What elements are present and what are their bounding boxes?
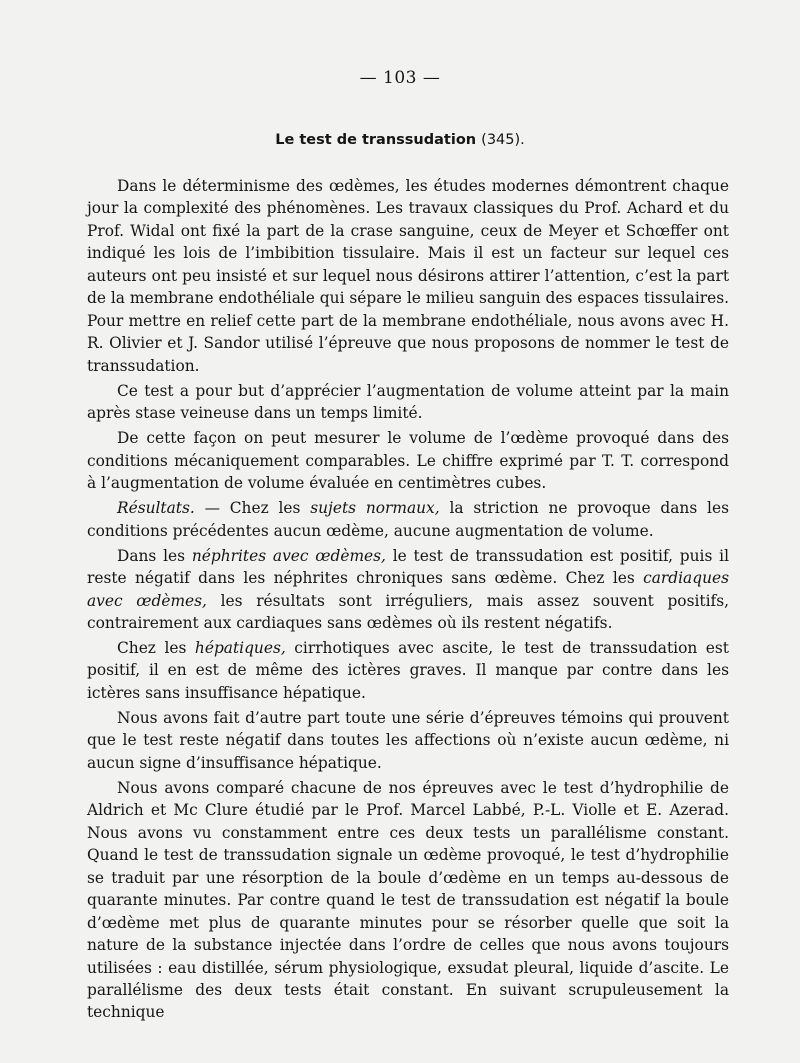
paragraph-7: Nous avons fait d’autre part toute une série d’épreuves témoins qui prouvent que le test reste négatif dans toutes les affections où n’existe aucun œdème, ni aucun signe d’insuffisance hépatique. [87,708,729,772]
paragraph-4 [87,497,729,542]
paragraph-4-text-b: la striction ne provoque dans les conditions précédentes aucun œdème, aucune augmentation de volume. [87,499,729,540]
normal-subjects-term: sujets normaux, [310,499,440,518]
paragraph-2: Ce test a pour but d’apprécier l’augmentation de volume atteint par la main après stase veineuse dans un temps limité. [87,381,729,423]
paragraph-6-text-b: cirrhotiques avec ascite, le test de transsudation est positif, il en est de même des ictères graves. Il manque par contre dans les ictères sans insuffisance hépatique. [87,639,729,702]
hepatic-term: hépatiques, [194,639,286,658]
paragraph-3: De cette façon on peut mesurer le volume de l’œdème provoqué dans des conditions mécaniquement comparables. Le chiffre exprimé par T. T. correspond à l’augmentation de volume évaluée en centimètres cubes. [87,429,729,493]
paragraph-5-text-a: Dans les [117,546,192,565]
section-title-reference: (345). [481,132,525,148]
paragraph-1: Dans le déterminisme des œdèmes, les études modernes démontrent chaque jour la complexité des phénomènes. Les travaux classiques du Prof. Achard et du Prof. Widal ont fixé la part de la crase sanguine, ceux de Meyer et Schœffer ont indiqué les lois de l’imbibition tissulaire. Mais il est un facteur sur lequel ces auteurs ont peu insisté et sur lequel nous désirons attirer l’attention, c’est la part de la membrane endothéliale qui sépare le milieu sanguin des espaces tissulaires. Pour mettre en relief cette part de la membrane endothéliale, nous avons avec H. R. Olivier et J. Sandor utilisé l’épreuve que nous proposons de nommer le test de transsudation. [87,177,729,375]
body-text [87,175,729,1024]
section-title-text: Le test de transsudation [275,132,477,148]
paragraph-4-text-a: — Chez les [194,499,311,518]
cardiac-term: cardiaques avec œdèmes, [87,569,729,610]
paragraph-6 [87,637,729,704]
paragraph-6-text-a: Chez les [117,639,195,658]
results-heading: Résultats. [117,499,195,518]
paragraph-5-text-b: le test de transsudation est positif, puis il reste négatif dans les néphrites chroniques sans œdème. Chez les [87,546,729,588]
paragraph-8: Nous avons comparé chacune de nos épreuves avec le test d’hydrophilie de Aldrich et Mc Clure étudié par le Prof. Marcel Labbé, P.-L. Violle et E. Azerad. Nous avons vu constamment entre ces deux tests un parallélisme constant. Quand le test de transsudation signale un œdème provoqué, le test d’hydrophilie se traduit par une résorption de la boule d’œdème en un temps au-dessous de quarante minutes. Par contre quand le test de transsudation est négatif la boule d’œdème met plus de quarante minutes pour se résorber quelle que soit la nature de la substance injectée dans l’ordre de celles que nous avons toujours utilisées : eau distillée, sérum physiologique, exsudat pleural, liquide d’ascite. Le parallélisme des deux tests était constant. En suivant scrupuleusement la technique [87,778,729,1022]
nephritis-term: néphrites avec œdèmes, [191,546,386,565]
paragraph-5 [87,545,729,635]
section-title [0,132,800,148]
page-number: — 103 — [359,68,441,88]
paragraph-5-text-c: les résultats sont irréguliers, mais assez souvent positifs, contrairement aux cardiaques sans œdèmes où ils restent négatifs. [87,591,729,632]
